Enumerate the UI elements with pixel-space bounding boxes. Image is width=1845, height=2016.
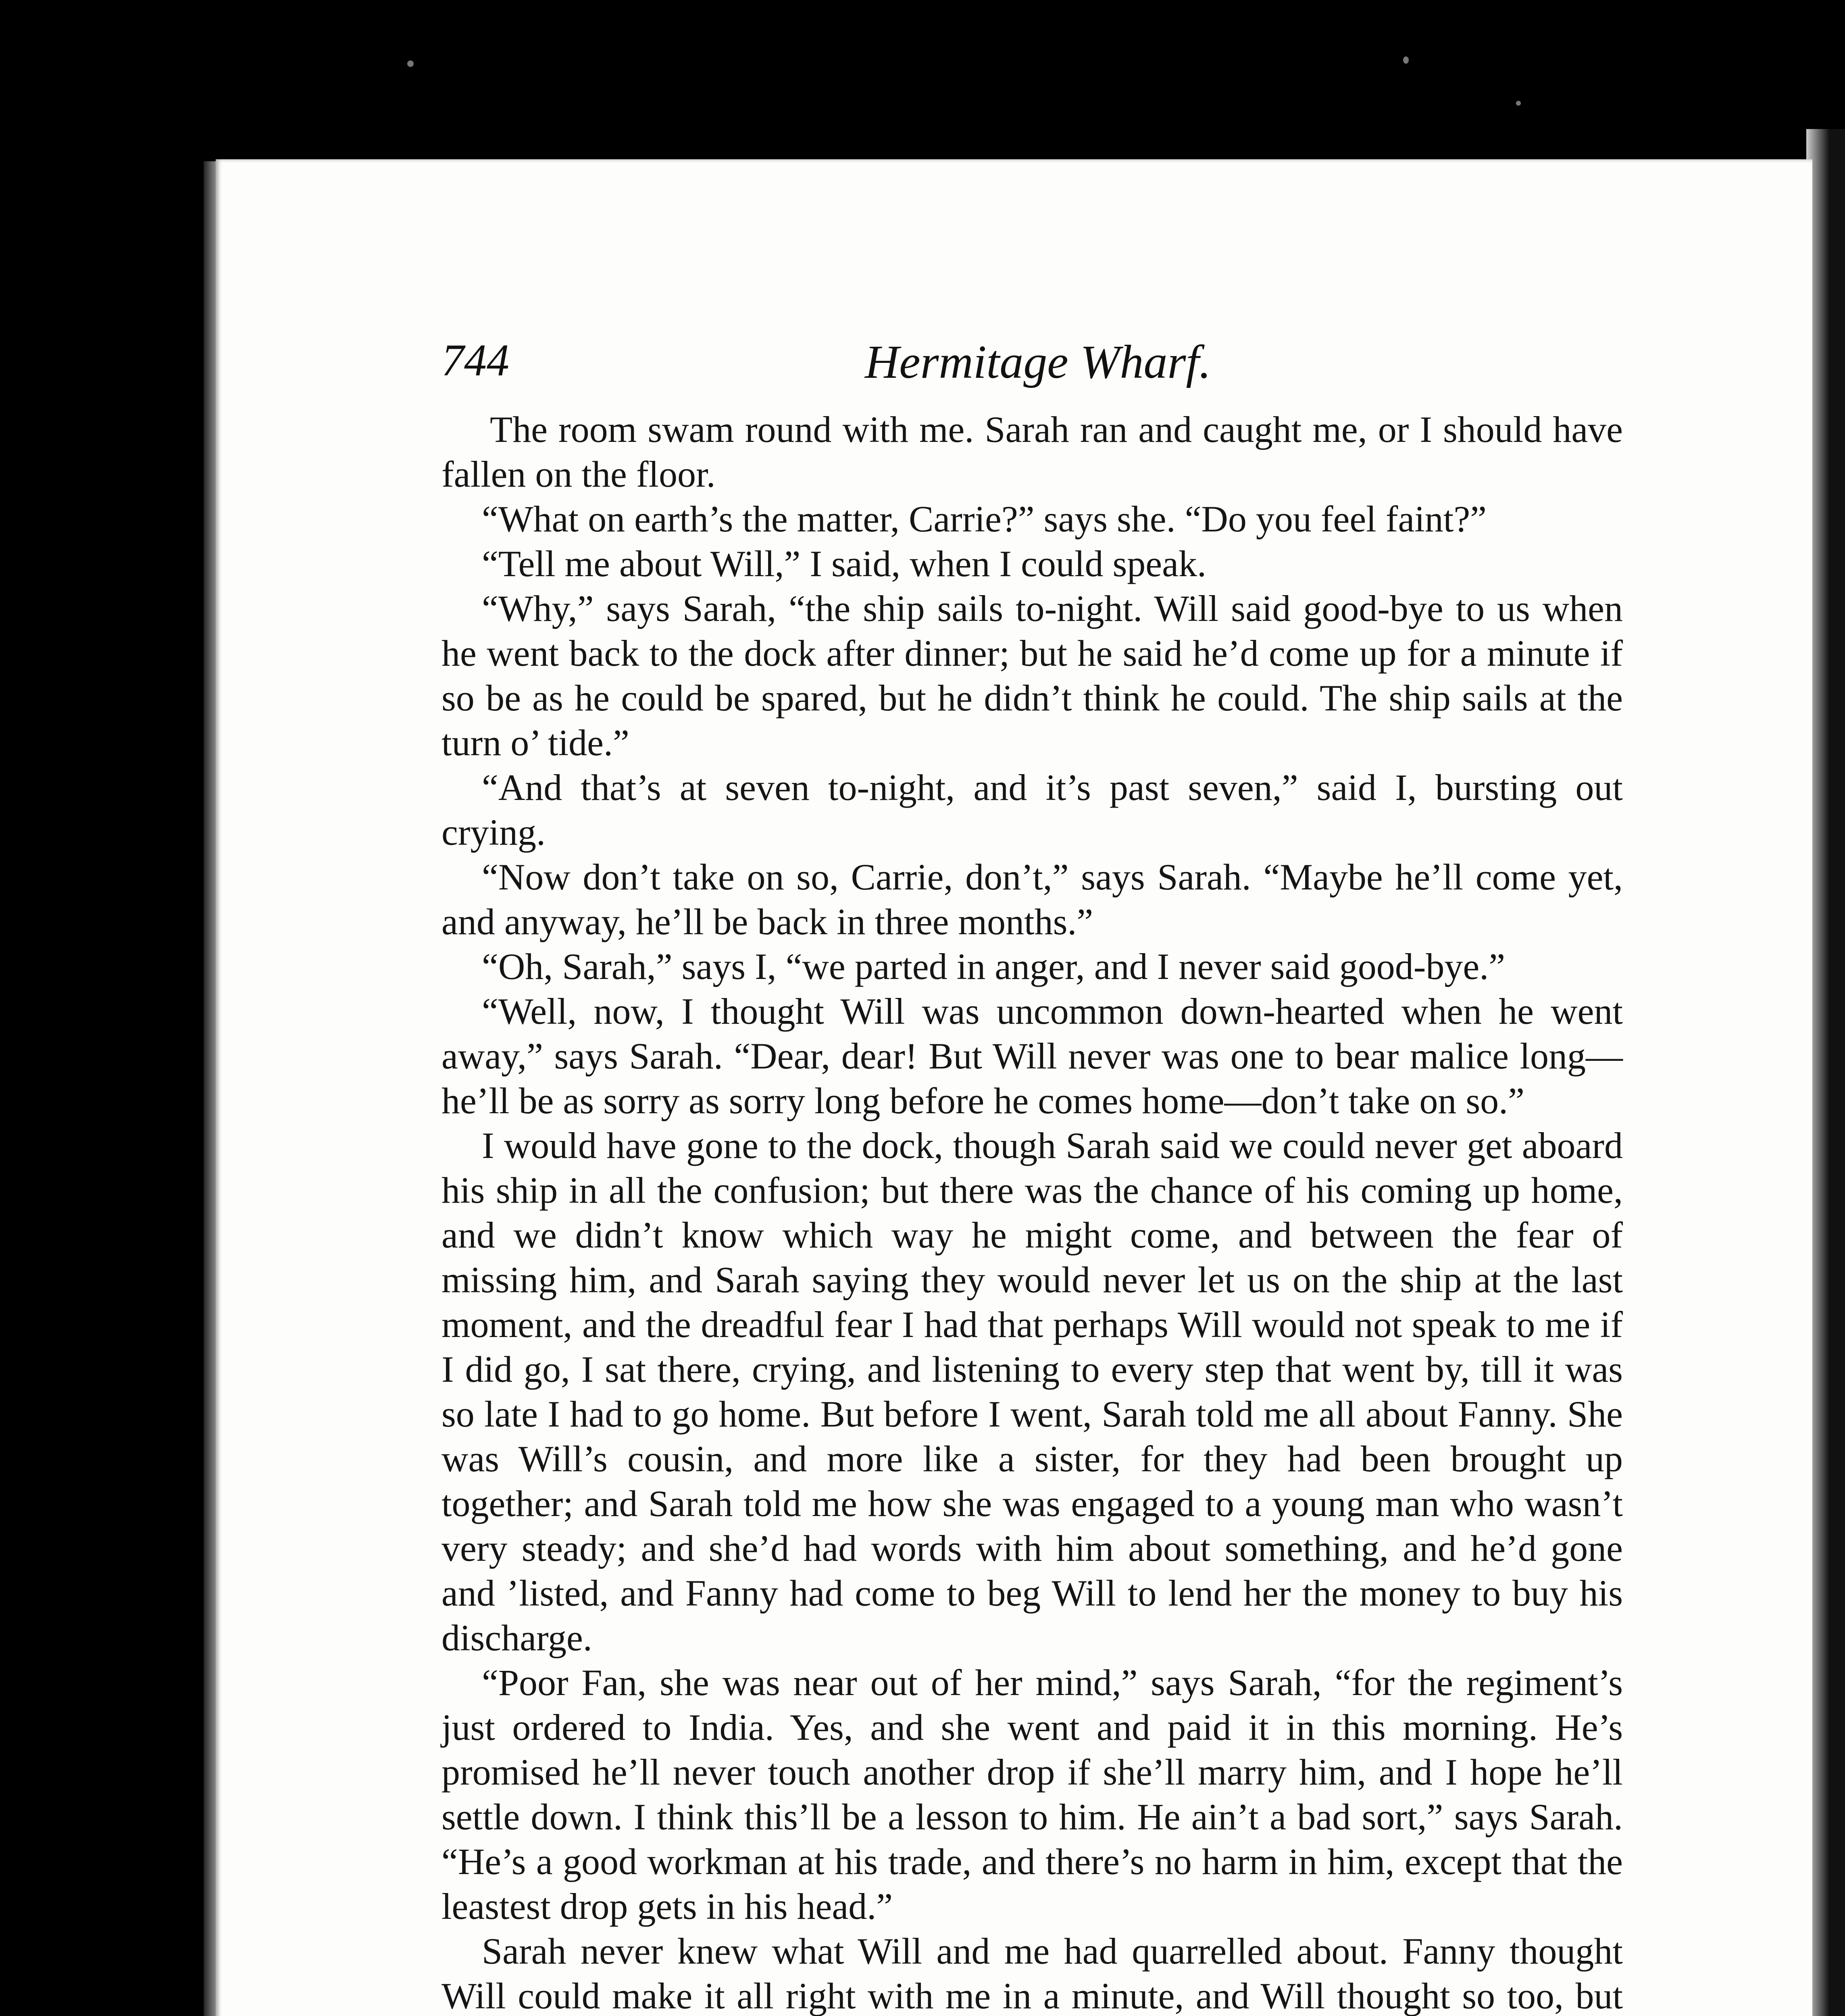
- paragraph: “Now don’t take on so, Carrie, don’t,” says Sarah. “Maybe he’ll come yet, and anyway, he’ll be back in three months.”: [441, 856, 1623, 942]
- paragraph: “And that’s at seven to-night, and it’s past seven,” said I, bursting out crying.: [441, 767, 1623, 853]
- paragraph: “What on earth’s the matter, Carrie?” says she. “Do you feel faint?”: [482, 498, 1487, 539]
- paragraph: “Why,” says Sarah, “the ship sails to-night. Will said good-bye to us when he went back to the dock after dinner; but he said he’d come up for a minute if so be as he could be spared, but he didn’t think he could. The ship sails at the turn o’ tide.”: [441, 588, 1623, 763]
- paragraph: Sarah never knew what Will and me had quarrelled about. Fanny thought Will could make it all right with me in a minute, and Will thought so too, but: [441, 1931, 1623, 2016]
- page-number: 744: [441, 335, 509, 385]
- dust-speck: [407, 60, 414, 67]
- paragraph: “Tell me about Will,” I said, when I could speak.: [482, 543, 1206, 584]
- dust-speck: [1516, 101, 1521, 106]
- dust-speck: [1403, 56, 1409, 64]
- running-title: Hermitage Wharf.: [865, 335, 1211, 388]
- paragraph: “Poor Fan, she was near out of her mind,” says Sarah, “for the regiment’s just ordered to India. Yes, and she went and paid it in this morning. He’s promised he’ll never touch another drop if she’ll marry him, and I hope he’ll settle down. I think this’ll be a lesson to him. He ain’t a bad sort,” says Sarah. “He’s a good workman at his trade, and there’s no harm in him, except that the leastest drop gets in his head.”: [441, 1662, 1623, 1927]
- book-spine-shadow: [204, 161, 216, 2016]
- body-text: [441, 407, 1623, 2016]
- paragraph: “Oh, Sarah,” says I, “we parted in anger, and I never said good-bye.”: [482, 946, 1506, 987]
- running-head: [441, 335, 1623, 391]
- paragraph: The room swam round with me. Sarah ran and caught me, or I should have fallen on the floor.: [441, 409, 1623, 495]
- paragraph: “Well, now, I thought Will was uncommon down-hearted when he went away,” says Sarah. “Dear, dear! But Will never was one to bear malice long—he’ll be as sorry as sorry long before he comes home—don’t take on so.”: [441, 991, 1623, 1121]
- paragraph: I would have gone to the dock, though Sarah said we could never get aboard his ship in all the confusion; but there was the chance of his coming up home, and we didn’t know which way he might come, and between the fear of missing him, and Sarah saying they would never let us on the ship at the last moment, and the dreadful fear I had that perhaps Will would not speak to me if I did go, I sat there, crying, and listening to every step that went by, till it was so late I had to go home. But before I went, Sarah told me all about Fanny. She was Will’s cousin, and more like a sister, for they had been brought up together; and Sarah told me how she was engaged to a young man who wasn’t very steady; and she’d had words with him about something, and he’d gone and ’listed, and Fanny had come to beg Will to lend her the money to buy his discharge.: [441, 1125, 1623, 1658]
